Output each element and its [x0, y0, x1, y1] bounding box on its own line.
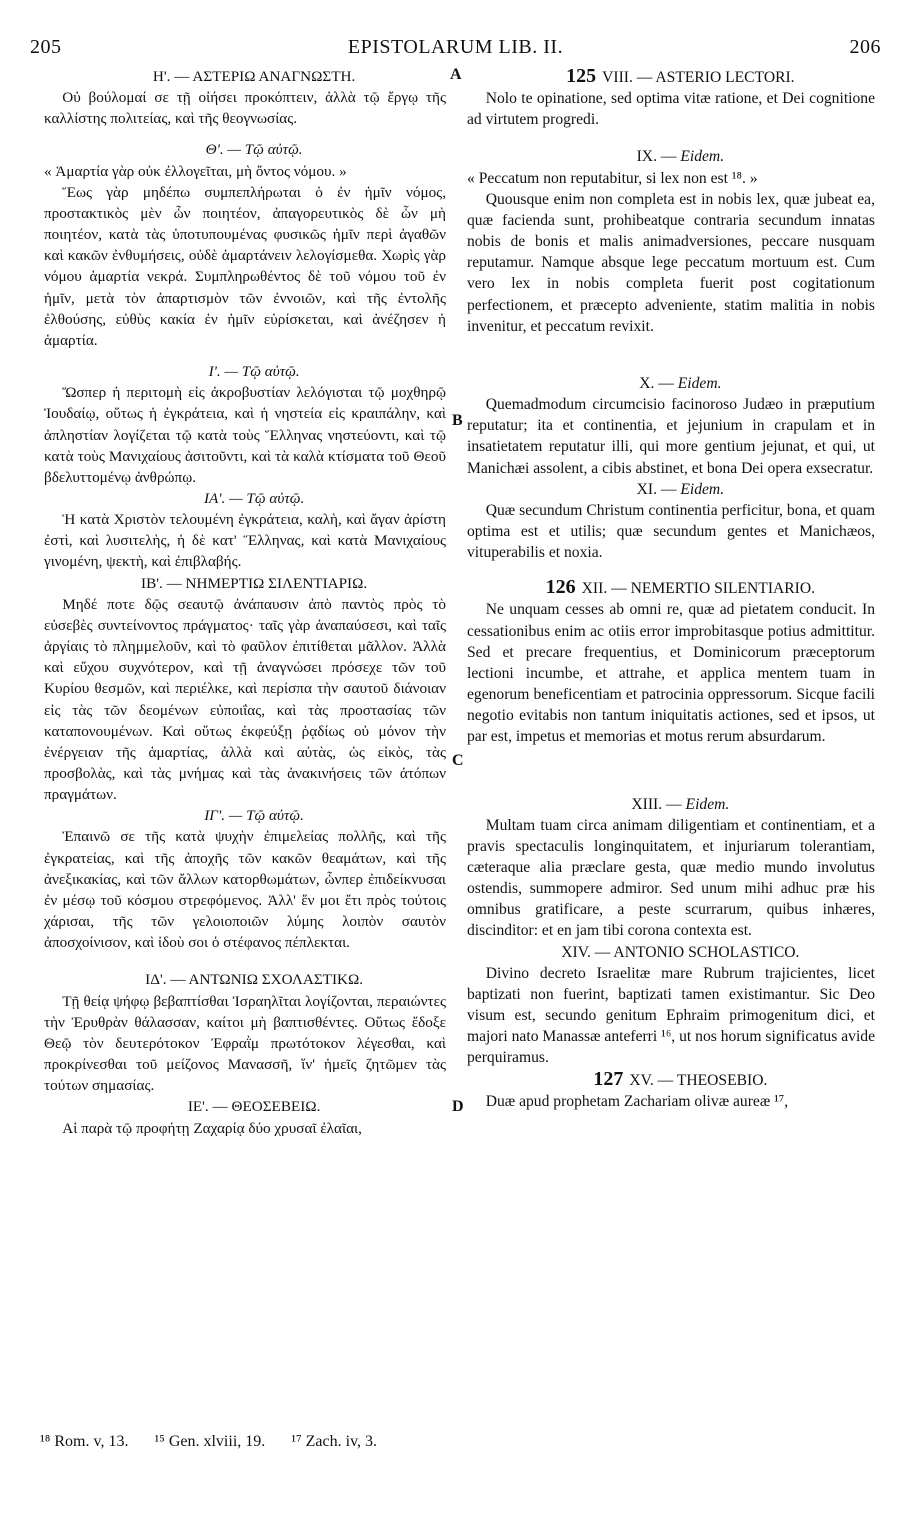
letter-body: Αἱ παρὰ τῷ προφήτῃ Ζαχαρίᾳ δύο χρυσαῖ ἐλαῖαι, [62, 1119, 362, 1137]
section-number: 125 [566, 66, 597, 87]
margin-marker-d: D [452, 1098, 464, 1115]
running-head [30, 36, 881, 60]
page-number-right: 206 [849, 36, 881, 58]
letter-heading: XI. — Eidem. [636, 480, 725, 498]
footnote: ¹⁷ Zach. iv, 3. [291, 1433, 378, 1450]
letter-heading: ΙΓ'. — Τῷ αὐτῷ. [204, 807, 304, 825]
letter-body: Quousque enim non completa est in nobis lex, quæ jubeat ea, quæ facienda sunt, prohibeatque contraria secundum innatas nobis de bonis et malis animadversiones, peccare nusquam reputamur. Namque absque lege peccatum mortuum est. Cum vero lex in nobis completa fuerit post cogitationum perfectionem, et præcepto adveniente, statim malitia in nobis invenitur, et peccatum revixit. [467, 190, 875, 335]
letter-heading: 127 XV. — THEOSEBIO. [593, 1067, 768, 1090]
footnote: ¹⁵ Gen. xlviii, 19. [154, 1433, 266, 1450]
letter-heading: X. — Eidem. [639, 374, 722, 392]
letter-body: Multam tuam circa animam diligentiam et continentiam, et a pravis spectaculis longinquitatem, et injuriarum tolerantiam, cæteraque alia præclare gesta, quæ medio mundo involutus ostendis, summopere admiror. Sed unum mihi adhuc præ his omnibus gratificare, a peste scurrarum, quibus inhæres, discinditor: et en jam tibi corona contexta est. [467, 816, 875, 940]
letter-heading: IX. — Eidem. [636, 148, 725, 166]
section-number: 126 [545, 576, 576, 599]
letter-heading: Η'. — ΑΣΤΕΡΙΩ ΑΝΑΓΝΩΣΤΗ. [152, 68, 356, 85]
letter-heading: ΙΔ'. — ΑΝΤΩΝΙΩ ΣΧΟΛΑΣΤΙΚΩ. [145, 971, 364, 989]
margin-marker-b: B [452, 412, 463, 429]
letter-body: Ὥσπερ ἡ περιτομὴ εἰς ἀκροβυστίαν λελόγισται τῷ μοχθηρῷ Ἰουδαίῳ, οὕτως ἡ ἐγκράτεια, καὶ ἡ νηστεία εἰς κραιπάλην, καὶ ἀπληστίαν λογίζεται τῷ κατὰ τοὺς Ἕλληνας νηστεύοντι, καὶ τῷ κατὰ τοὺς Μανιχαίους ἀσιτοῦντι, καὶ τὰ καλὰ κτίσματα τοῦ Θεοῦ βδελυττομένῳ ἀνθρώπῳ. [44, 384, 446, 486]
scripture-quote: « Peccatum non reputabitur, si lex non est ¹⁸. » [467, 169, 758, 187]
letter-heading: 126 XII. — NEMERTIO SILENTIARIO. [545, 576, 816, 599]
letter-body: Τῇ θείᾳ ψήφῳ βεβαπτίσθαι Ἰσραηλῖται λογίζονται, περαιώντες τὴν Ἐρυθρὰν θάλασσαν, καίτοι μὴ βαπτισθέντες. Οὕτως ἔδοξε Θεῷ τὸν δευτερότοκον Ἐφραῒμ πρωτότοκον λέγεσθαι, καὶ προκρίνεσθαι τοῦ μείζονος Μανασσῆ, ἵν' ἡμεῖς ζητῶμεν τὰς τούτων σημασίας. [44, 992, 446, 1095]
letter-body: Ἐπαινῶ σε τῆς κατὰ ψυχὴν ἐπιμελείας πολλῆς, καὶ τῆς ἐγκρατείας, καὶ τῆς ἀποχῆς τῶν κακῶν θεαμάτων, καὶ τῆς ἀνεξικακίας, καὶ τῶν ἄλλων κατορθωμάτων, ὧνπερ ἐπιδείκνυσαι ἐν μέσῳ τοῦ κόσμου στρεφόμενος. Ἀλλ' ἕν μοι ἔτι πρὸς τούτοις χάρισαι, τῆς τῶν γελοιοποιῶν λύμης λοιπὸν σαυτὸν ἀποσχοίνισον, καὶ ἰδοὺ σοι ὁ στέφανος πέπλεκται. [44, 828, 446, 952]
footnote: ¹⁸ Rom. v, 13. [40, 1433, 129, 1450]
footnotes [40, 1433, 880, 1451]
letter-body: Divino decreto Israelitæ mare Rubrum trajicientes, licet baptizati non fuerint, baptizati tamen existimantur. Sic Deo visum est, secundo genitum Ephraim primogenitum dici, et majori nato Manassæ anteferri ¹⁶, ut nos horum significatus avide perquiramus. [467, 964, 875, 1067]
letter-body: Οὐ βούλομαί σε τῇ οἰήσει προκόπτειν, ἀλλὰ τῷ ἔργῳ τῆς καλλίστης πολιτείας, καὶ τῆς θεογνωσίας. [44, 89, 446, 128]
greek-column [44, 66, 446, 1396]
margin-marker-a: A [450, 66, 462, 83]
letter-heading: XIV. — ANTONIO SCHOLASTICO. [561, 943, 800, 961]
margin-marker-c: C [452, 752, 464, 769]
running-title: EPISTOLARUM LIB. II. [347, 36, 564, 58]
letter-heading: ΙΕ'. — ΘΕΟΣΕΒΕΙΩ. [187, 1098, 321, 1116]
letter-body: Nolo te opinatione, sed optima vitæ ratione, et Dei cognitione ad virtutem progredi. [467, 90, 875, 129]
section-number: 127 [593, 1067, 624, 1090]
letter-heading: Θ'. — Τῷ αὐτῷ. [205, 141, 303, 159]
letter-body: Ἡ κατὰ Χριστὸν τελουμένη ἐγκράτεια, καλὴ, καὶ ἄγαν ἀρίστη ἐστὶ, καὶ λυσιτελὴς, ἡ δὲ κατ' Ἕλληνας, καὶ κατὰ Μανιχαίους γινομένη, ψεκτὴ, καὶ ἐπιβλαβής. [44, 511, 446, 571]
letter-heading: ΙΑ'. — Τῷ αὐτῷ. [203, 489, 305, 507]
letter-body: Quæ secundum Christum continentia perficitur, bona, et quam optima est et utilis; quæ secundum gentes et Manichæos, vituperabilis et noxia. [467, 501, 875, 562]
letter-heading: 125 VIII. — ASTERIO LECTORI. [566, 66, 795, 87]
scripture-quote: « Ἁμαρτία γὰρ οὐκ ἐλλογεῖται, μὴ ὄντος νόμου. » [44, 162, 347, 180]
latin-column [467, 66, 875, 1396]
letter-body: Ἕως γὰρ μηδέπω συμπεπλήρωται ὁ ἐν ἡμῖν νόμος, προστακτικὸς μὲν ὧν ποιητέον, ἀπαγορευτικὸς δὲ ὧν μὴ ποιητέον, κατὰ τὰς ὑποτυπουμένας φυσικῶς ἡμῖν περὶ ἀγαθῶν καὶ κακῶν ἐνθυμήσεις, οὐδὲ ἁμαρτάνειν λελογίσμεθα. Χωρὶς γὰρ νόμου ἁμαρτία νεκρά. Συμπληρωθέντος δὲ τοῦ νόμου τοῦ ἐν ἡμῖν, μετὰ τὸν ἀπαρτισμὸν τῶν ἐννοιῶν, καὶ τῆς ἐντολῆς ἐλθούσης, εὐθὺς κακία ἐν ἡμῖν εὑρίσκεται, καὶ ἀνέζησεν ἡ ἁμαρτία. [44, 183, 446, 349]
letter-heading: XIII. — Eidem. [631, 795, 730, 813]
letter-body: Ne unquam cesses ab omni re, quæ ad pietatem conducit. In cessationibus enim ac otiis error improbitasque potius admittitur. Sed et precare frequentius, et Dominicorum præceptorum lectioni incumbe, et attrahe, et applica mentem tuam in egenorum beneficentiam et patrocinia oppressorum. Sicque facili negotio evitabis non tantum iniquitatis actiones, sed et ipsos, ut par est, impetus et memorias et motus rerum absurdarum. [467, 601, 875, 746]
letter-heading: ΙΒ'. — ΝΗΜΕΡΤΙΩ ΣΙΛΕΝΤΙΑΡΙΩ. [141, 574, 368, 592]
letter-body: Duæ apud prophetam Zachariam olivæ aureæ ¹⁷, [485, 1092, 789, 1110]
letter-body: Μηδέ ποτε δῷς σεαυτῷ ἀνάπαυσιν ἀπὸ παντὸς πρὸς τὸ εὐσεβὲς συντείνοντος πράγματος· ταῖς γὰρ ἀναπαύσεσι, καὶ ταῖς ἀργίαις τὸ πλημμελοῦν, καὶ τὸ φαῦλον ἐπιτίθεται μᾶλλον. Ἀλλὰ καὶ εὔχου συχνότερον, καὶ τῇ ἀναγνώσει πρόσεχε τῶν τοῦ Κυρίου θεσμῶν, καὶ περιέλκε, καὶ περίσπα τὴν σαυτοῦ διάνοιαν εἰς τὰς τῶν δεομένων εὐποιΐας, καὶ τὰς προστασίας τῶν καταπονουμένων. Καὶ οὕτως ἐκφεύξῃ ῥᾳδίως οὐ μόνον τὴν ἐνέργειαν τῆς ἁμαρτίας, ἀλλὰ καὶ αὐτὰς, ὡς εἰκὸς, τὰς προσβολὰς, καὶ τὰς μνήμας καὶ τὰς ἀνακινήσεις τῶν ἀτόπων πραγμάτων. [44, 595, 446, 804]
page-number-left: 205 [30, 36, 62, 58]
letter-heading: Ι'. — Τῷ αὐτῷ. [208, 363, 300, 381]
letter-body: Quemadmodum circumcisio facinoroso Judæo in præputium reputatur; ita et continentia, et jejunium in crapulam et in insatietatem reputatur illi, qui more gentium jejunat, et qui, ut Manichæi assolent, a cibis abstinet, et bona Dei opera exsecratur. [467, 396, 875, 477]
